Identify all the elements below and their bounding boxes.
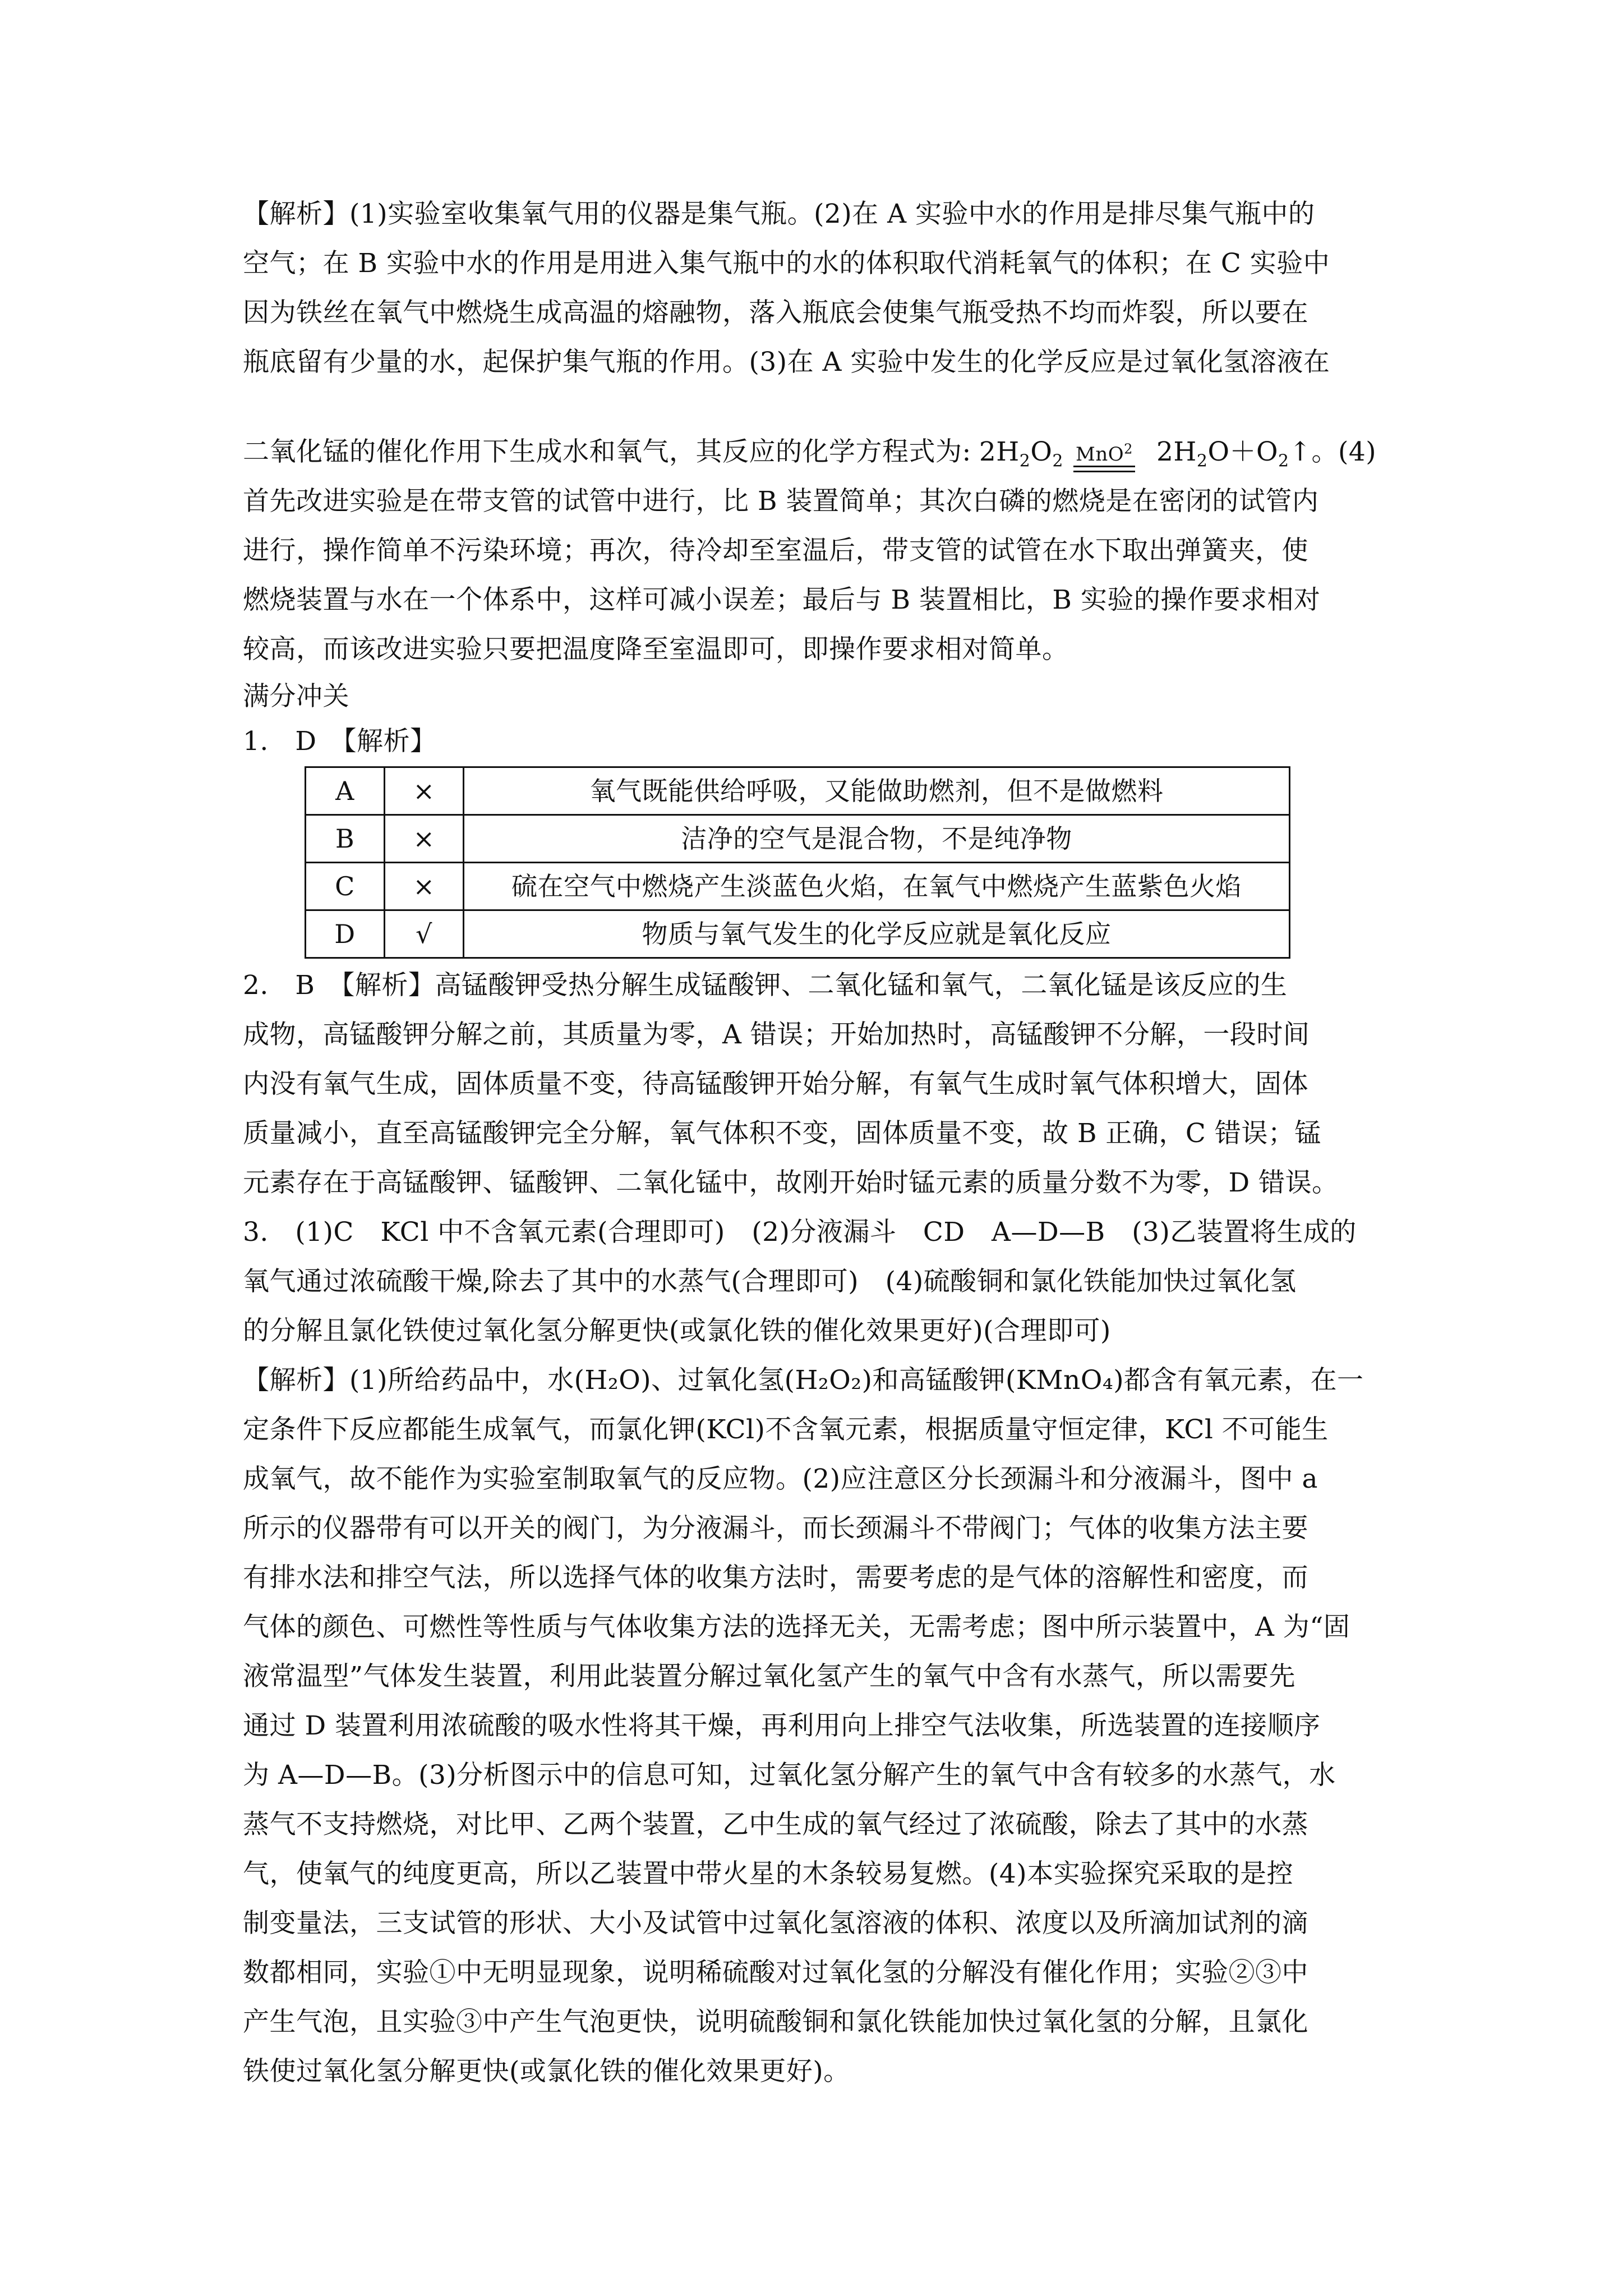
question-2 [243, 961, 1398, 1208]
text-line: 蒸气不支持燃烧，对比甲、乙两个装置，乙中生成的氧气经过了浓硫酸，除去了其中的水蒸 [243, 1809, 1308, 1840]
option-explanation: 氧气既能供给呼吸，又能做助燃剂，但不是做燃料 [464, 767, 1290, 815]
option-letter: A [306, 767, 385, 815]
text-line: 的分解且氯化铁使过氧化氢分解更快(或氯化铁的催化效果更好)(合理即可) [243, 1315, 1111, 1346]
analysis-paragraph-2 [243, 477, 1398, 674]
text-line: 因为铁丝在氧气中燃烧生成高温的熔融物，落入瓶底会使集气瓶受热不均而炸裂，所以要在 [243, 297, 1308, 328]
text-line: 为 A—D—B。(3)分析图示中的信息可知，过氧化氢分解产生的氧气中含有较多的水蒸气，水 [243, 1760, 1336, 1791]
text-line: 质量减小，直至高锰酸钾完全分解，氧气体积不变，固体质量不变，故 B 正确，C 错误；锰 [243, 1118, 1321, 1149]
analysis-paragraph-1 [243, 190, 1398, 387]
catalyst-condition: MnO$^2$ [1073, 443, 1135, 472]
text-line: 气体的颜色、可燃性等性质与气体收集方法的选择无关，无需考虑；图中所示装置中，A 为“固 [243, 1612, 1350, 1642]
document-body [243, 190, 1398, 2096]
judgement-mark: √ [385, 910, 464, 958]
text-line: 2. B 【解析】高锰酸钾受热分解生成锰酸钾、二氧化锰和氧气，二氧化锰是该反应的生 [243, 970, 1288, 1001]
table-row [306, 815, 1290, 863]
question-1-label: 1. D 【解析】 [243, 726, 437, 757]
question-3 [243, 1208, 1398, 2096]
text-line: 成物，高锰酸钾分解之前，其质量为零，A 错误；开始加热时，高锰酸钾不分解，一段时间 [243, 1019, 1310, 1050]
option-explanation: 洁净的空气是混合物，不是纯净物 [464, 815, 1290, 863]
text-line: 铁使过氧化氢分解更快(或氯化铁的催化效果更好)。 [243, 2056, 850, 2087]
text-line: 气，使氧气的纯度更高，所以乙装置中带火星的木条较易复燃。(4)本实验探究采取的是控 [243, 1858, 1294, 1889]
text-line: 首先改进实验是在带支管的试管中进行，比 B 装置简单；其次白磷的燃烧是在密闭的试管内 [243, 486, 1319, 517]
catalyst-label: MnO [1076, 443, 1124, 466]
table-row [306, 767, 1290, 815]
equation-products: $2H_2O+O_2↑$。(4) [1156, 436, 1377, 471]
text-line: 定条件下反应都能生成氧气，而氯化钾(KCl)不含氧元素，根据质量守恒定律，KCl 不可能生 [243, 1414, 1329, 1445]
text-line: 制变量法，三支试管的形状、大小及试管中过氧化氢溶液的体积、浓度以及所滴加试剂的滴 [243, 1908, 1308, 1939]
equation-prefix: 二氧化锰的催化作用下生成水和氧气，其反应的化学方程式为: [243, 436, 971, 467]
text-line: 空气；在 B 实验中水的作用是用进入集气瓶中的水的体积取代消耗氧气的体积；在 C 实验中 [243, 248, 1330, 279]
chemical-equation-line [243, 387, 1398, 477]
equation-reactant: $2H_2O_2$ [979, 436, 1063, 471]
option-letter: D [306, 910, 385, 958]
text-line: 氧气通过浓硫酸干燥,除去了其中的水蒸气(合理即可) (4)硫酸铜和氯化铁能加快过氧化氢 [243, 1266, 1297, 1297]
options-table [305, 766, 1290, 959]
judgement-mark: × [385, 815, 464, 863]
option-explanation: 硫在空气中燃烧产生淡蓝色火焰，在氧气中燃烧产生蓝紫色火焰 [464, 863, 1290, 910]
text-line: 燃烧装置与水在一个体系中，这样可减小误差；最后与 B 装置相比，B 实验的操作要求相对 [243, 585, 1321, 615]
text-line: 所示的仪器带有可以开关的阀门，为分液漏斗，而长颈漏斗不带阀门；气体的收集方法主要 [243, 1513, 1308, 1544]
option-explanation: 物质与氧气发生的化学反应就是氧化反应 [464, 910, 1290, 958]
option-letter: C [306, 863, 385, 910]
text-line: 3. (1)C KCl 中不含氧元素(合理即可) (2)分液漏斗 CD A—D—B (3)乙装置将生成的 [243, 1217, 1357, 1248]
text-line: 成氧气，故不能作为实验室制取氧气的反应物。(2)应注意区分长颈漏斗和分液漏斗，图中 a [243, 1464, 1318, 1494]
text-line: 产生气泡，且实验③中产生气泡更快，说明硫酸铜和氯化铁能加快过氧化氢的分解，且氯化 [243, 2007, 1308, 2037]
option-letter: B [306, 815, 385, 863]
text-line: 液常温型”气体发生装置，利用此装置分解过氧化氢产生的氧气中含有水蒸气，所以需要先 [243, 1661, 1296, 1692]
text-line: 元素存在于高锰酸钾、锰酸钾、二氧化锰中，故刚开始时锰元素的质量分数不为零，D 错误。 [243, 1167, 1339, 1198]
judgement-mark: × [385, 767, 464, 815]
text-line: 【解析】(1)所给药品中，水(H₂O)、过氧化氢(H₂O₂)和高锰酸钾(KMnO₄)都含有氧元素，在一 [243, 1365, 1364, 1396]
table-row [306, 863, 1290, 910]
text-line: 有排水法和排空气法，所以选择气体的收集方法时，需要考虑的是气体的溶解性和密度，而 [243, 1562, 1308, 1593]
section-heading: 满分冲关 [243, 681, 349, 712]
text-line: 通过 D 装置利用浓硫酸的吸水性将其干燥，再利用向上排空气法收集，所选装置的连接顺序 [243, 1710, 1321, 1741]
text-line: 较高，而该改进实验只要把温度降至室温即可，即操作要求相对简单。 [243, 634, 1069, 665]
text-line: 进行，操作简单不污染环境；再次，待冷却至室温后，带支管的试管在水下取出弹簧夹，使 [243, 535, 1308, 566]
text-line: 内没有氧气生成，固体质量不变，待高锰酸钾开始分解，有氧气生成时氧气体积增大，固体 [243, 1069, 1308, 1099]
judgement-mark: × [385, 863, 464, 910]
table-row [306, 910, 1290, 958]
text-line: 瓶底留有少量的水，起保护集气瓶的作用。(3)在 A 实验中发生的化学反应是过氧化氢溶液在 [243, 347, 1330, 378]
text-line: 【解析】(1)实验室收集氧气用的仪器是集气瓶。(2)在 A 实验中水的作用是排尽集气瓶中的 [243, 199, 1315, 229]
text-line: 数都相同，实验①中无明显现象，说明稀硫酸对过氧化氢的分解没有催化作用；实验②③中 [243, 1957, 1308, 1988]
double-bar-arrow [1073, 466, 1135, 472]
